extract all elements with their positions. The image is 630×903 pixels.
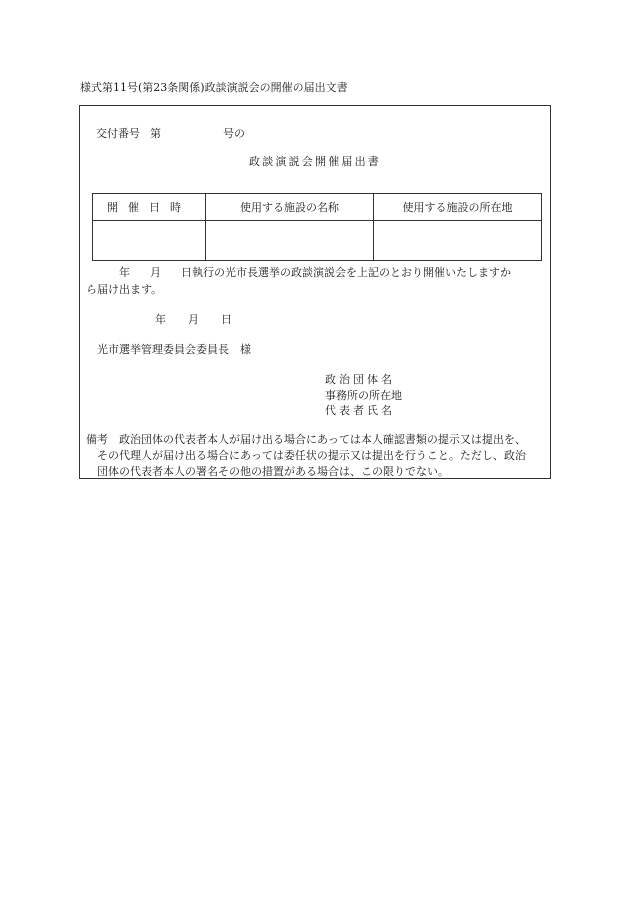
venue-table xyxy=(92,193,542,261)
signature-party-name: 政治団体名 xyxy=(325,373,395,386)
issue-number-line xyxy=(96,128,245,139)
issue-number-suffix: 号の xyxy=(223,127,245,140)
remarks-line-3: 団体の代表者本人の署名その他の措置がある場合は、この限りでない。 xyxy=(97,465,449,478)
signature-office-address: 事務所の所在地 xyxy=(325,389,402,402)
table-row xyxy=(93,221,542,261)
declaration-line-1 xyxy=(119,267,511,278)
issue-number-label: 交付番号 xyxy=(96,127,140,140)
date-year: 年 xyxy=(155,313,166,326)
date-day: 日 xyxy=(221,313,232,326)
form-caption: 様式第11号(第23条関係)政談演説会の開催の届出文書 xyxy=(80,81,348,94)
table-header-row xyxy=(93,194,542,221)
cell-event-datetime[interactable] xyxy=(93,221,206,261)
date-month: 月 xyxy=(188,313,199,326)
header-event-datetime: 開催日時 xyxy=(93,194,206,221)
declaration-month: 月 xyxy=(150,266,161,279)
declaration-line-2: ら届け出ます。 xyxy=(86,283,163,296)
date-line xyxy=(155,314,232,325)
addressee: 光市選挙管理委員会委員長 様 xyxy=(97,343,251,356)
header-facility-name: 使用する施設の名称 xyxy=(206,194,374,221)
declaration-year: 年 xyxy=(119,266,130,279)
signature-representative-name: 代表者氏名 xyxy=(325,404,395,417)
remarks-line-1: 備考 政治団体の代表者本人が届け出る場合にあっては本人確認書類の提示又は提出を、 xyxy=(86,433,526,446)
issue-number-dai: 第 xyxy=(150,127,161,140)
document-title: 政談演説会開催届出書 xyxy=(249,155,381,168)
header-facility-address: 使用する施設の所在地 xyxy=(374,194,542,221)
remarks-line-2: その代理人が届け出る場合にあっては委任状の提示又は提出を行うこと。ただし、政治 xyxy=(97,449,526,462)
cell-facility-address[interactable] xyxy=(374,221,542,261)
cell-facility-name[interactable] xyxy=(206,221,374,261)
declaration-text: 日執行の光市長選挙の政談演説会を上記のとおり開催いたしますか xyxy=(181,266,511,279)
